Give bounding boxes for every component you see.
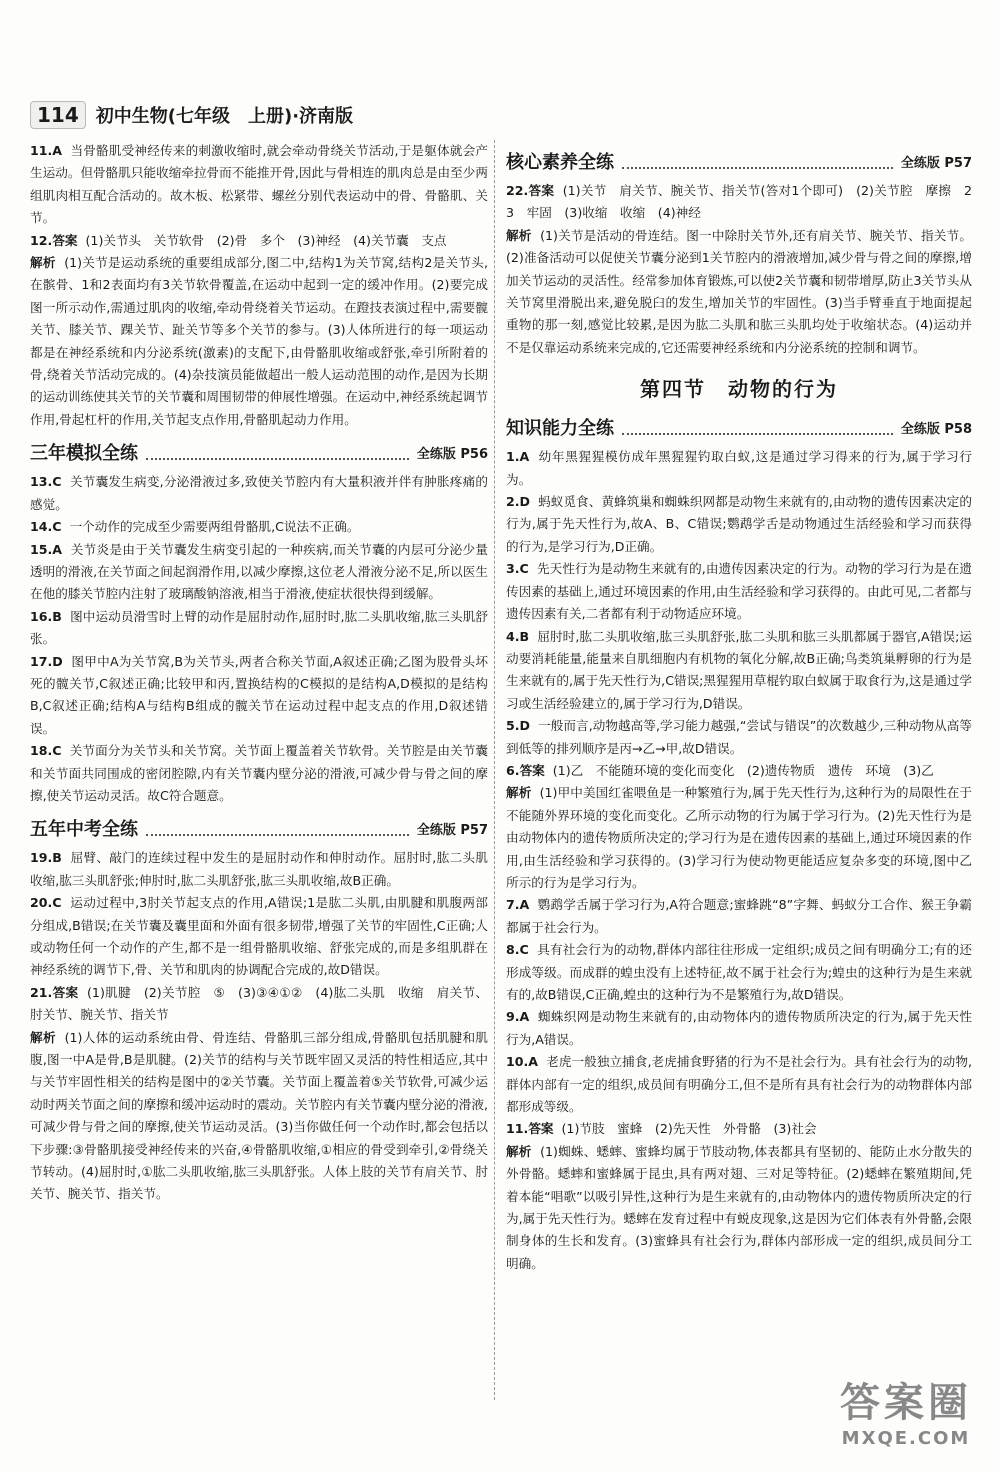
- question-item: [506, 446, 972, 491]
- book-title: 初中生物(七年级 上册)·济南版: [95, 106, 354, 127]
- item-text: 先天性行为是动物生来就有的,由遗传因素决定的行为。动物的学习行为是在遗传因素的基础上,通过环境因素的作用,由生活经验和学习获得的。由此可见,二者都与遗传因素有关,二者都有利于动物适应环境。: [506, 561, 972, 622]
- answer-block: [506, 1118, 972, 1140]
- item-number: 7.A: [506, 897, 530, 913]
- item-text: 图甲中A为关节窝,B为关节头,两者合称关节面,A叙述正确;乙图为股骨头坏死的髋关节,C叙述正确;比较甲和丙,置换结构的C模拟的是结构A,D模拟的是结构B,C叙述正确;结构A与结构B组成的髋关节在运动过程中起支点的作用,D叙述错误。: [30, 653, 488, 736]
- item-number: 15.A: [30, 541, 63, 557]
- item-number: 6.: [506, 762, 520, 778]
- question-item: [30, 847, 488, 892]
- page-number: 114: [30, 101, 86, 129]
- section-title: 知识能力全练: [506, 418, 614, 440]
- section-title: 三年模拟全练: [30, 443, 138, 465]
- question-item: [506, 491, 972, 558]
- item-tag: 答案: [519, 762, 545, 778]
- item-number: 16.B: [30, 608, 62, 624]
- item-text: 屈肘时,肱二头肌收缩,肱三头肌舒张,肱二头肌和肱三头肌都属于器官,A错误;运动要消耗能量,能量来自肌细胞内有机物的氧化分解,故B正确;鸟类筑巢孵卵的行为是生来就有的,属于先天性行为,C错误;黑猩猩用草棍钓取白蚁属于取食行为,这是通过学习或生活经验建立的,属于学习行为,D错误。: [506, 628, 972, 711]
- question-item: [30, 651, 488, 741]
- item-number: 12.: [30, 232, 53, 248]
- question-item: [506, 894, 972, 939]
- item-number: 19.B: [30, 850, 62, 866]
- question-item: [30, 892, 488, 982]
- question-item: [506, 626, 972, 716]
- answer-block: [30, 982, 488, 1027]
- item-text: (1)甲中美国红雀喂鱼是一种繁殖行为,属于先天性行为,这种行为的局限性在于不能随外界环境的变化而变化。乙所示动物的行为属于学习行为。(2)先天性行为是由动物体内的遗传物质所决定的;学习行为是在遗传因素的基础上,通过环境因素的作用,由生活经验和学习获得的。(3)学习行为使动物更能适应复杂多变的环境,图中乙所示的行为是学习行为。: [506, 785, 972, 890]
- column-divider: [494, 140, 495, 1400]
- section-ref: 全练版 P58: [900, 421, 972, 437]
- section-header: [506, 146, 972, 176]
- item-text: (1)节肢 蜜蜂 (2)先天性 外骨骼 (3)社会: [561, 1121, 817, 1137]
- question-item: [506, 715, 972, 760]
- item-number: 2.D: [506, 494, 531, 510]
- item-tag: 答案: [528, 183, 555, 198]
- logo-text: 答案圈: [840, 1380, 972, 1426]
- section-dots: [622, 419, 893, 435]
- item-number: 11.A: [30, 143, 63, 158]
- question-item: [30, 539, 488, 606]
- item-number: 4.B: [506, 628, 530, 644]
- item-number: 17.D: [30, 653, 63, 669]
- question-item: [506, 1006, 972, 1051]
- section-header: [30, 813, 488, 843]
- item-number: 9.A: [506, 1009, 530, 1025]
- item-text: (1)肌腱 (2)关节腔 ⑤ (3)③④①② (4)肱二头肌 收缩 肩关节、肘关节、腕关节、指关节: [30, 984, 488, 1023]
- item-tag: 解析: [506, 227, 532, 243]
- item-text: 老虎一般独立捕食,老虎捕食野猪的行为不是社会行为。具有社会行为的动物,群体内部有一定的组织,成员间有明确分工,但不是所有具有社会行为的动物群体内部都形成等级。: [506, 1054, 972, 1115]
- watermark-logo: [840, 1371, 972, 1449]
- section-ref: 全练版 P57: [416, 822, 488, 838]
- analysis-block: [506, 1141, 972, 1275]
- section-dots: [146, 820, 409, 836]
- item-number: 22.: [506, 183, 529, 198]
- item-text: (1)关节是运动系统的重要组成部分,图二中,结构1为关节窝,结构2是关节头,在髌骨、1和2表面均有3关节软骨覆盖,在运动中起到一定的缓冲作用。(2)要完成图一所示动作,需通过肌肉的收缩,牵动骨绕着关节运动。在蹬技表演过程中,需要髋关节、膝关节、踝关节、趾关节等多个关节的参与。(3)人体所进行的每一项运动都是在神经系统和内分泌系统(激素)的支配下,由骨骼肌收缩或舒张,牵引所附着的骨,绕着关节活动完成的。(4)杂技演员能做超出一般人运动范围的动作,是因为长期的运动训练使其关节的关节囊和周围韧带的伸展性增强。在运动中,神经系统起调节作用,骨起杠杆的作用,关节起支点作用,骨骼肌起动力作用。: [30, 255, 488, 427]
- item-text: 图中运动员滑雪时上臂的动作是屈肘动作,屈肘时,肱二头肌收缩,肱三头肌舒张。: [30, 608, 488, 647]
- item-tag: 答案: [52, 984, 79, 1000]
- item-text: (1)蜘蛛、蟋蟀、蜜蜂均属于节肢动物,体表都具有坚韧的、能防止水分散失的外骨骼。蟋蟀和蜜蜂属于昆虫,具有两对翅、三对足等特征。(2)蟋蟀在繁殖期间,凭着本能“唱歌”以吸引异性,这种行为是生来就有的,由动物体内的遗传物质所决定的行为,属于先天性行为。蟋蟀在发育过程中有蜕皮现象,这是因为它们体表有外骨骼,会限制身体的生长和发育。(3)蜜蜂具有社会行为,群体内部形成一定的组织,成员间分工明确。: [506, 1143, 972, 1271]
- question-item: [30, 516, 488, 538]
- item-number: 11.: [506, 1121, 529, 1137]
- section-title: 五年中考全练: [30, 819, 138, 841]
- item-number: 20.C: [30, 895, 62, 911]
- item-text: 关节炎是由于关节囊发生病变引起的一种疾病,而关节囊的内层可分泌少量透明的滑液,在关节面之间起润滑作用,以减少摩擦,这位老人滑液分泌不足,所以医生在他的膝关节腔内注射了玻璃酸钠溶液,相当于滑液,使症状很快得到缓解。: [30, 541, 488, 602]
- item-number: 18.C: [30, 743, 62, 759]
- logo-url: MXQE.COM: [841, 1428, 971, 1449]
- question-item: [506, 939, 972, 1006]
- question-item: [30, 140, 488, 230]
- section-ref: 全练版 P57: [900, 155, 972, 171]
- item-tag: 答案: [52, 232, 78, 248]
- item-text: 蚂蚁觅食、黄蜂筑巢和蜘蛛织网都是动物生来就有的,由动物的遗传因素决定的行为,属于先天性行为,故A、B、C错误;鹦鹉学舌是动物通过生活经验和学习而获得的行为,是学习行为,D正确。: [506, 494, 972, 554]
- analysis-block: [506, 225, 972, 359]
- item-number: 21.: [30, 984, 53, 1000]
- answer-block: [506, 180, 985, 225]
- answer-block: [30, 230, 488, 252]
- question-item: [30, 471, 488, 516]
- left-column: [30, 140, 488, 1206]
- page-header: [30, 100, 353, 130]
- chapter-title: 第四节 动物的行为: [640, 377, 838, 402]
- answer-block: [506, 760, 972, 782]
- section-dots: [146, 444, 409, 460]
- item-tag: 解析: [30, 1029, 56, 1045]
- section-header: [30, 437, 488, 467]
- item-text: 幼年黑猩猩模仿成年黑猩猩钓取白蚁,这是通过学习得来的行为,属于学习行为。: [506, 449, 972, 487]
- item-text: 关节面分为关节头和关节窝。关节面上覆盖着关节软骨。关节腔是由关节囊和关节面共同围成的密闭腔隙,内有关节囊内壁分泌的滑液,可减少骨与骨之间的摩擦,使关节运动灵活。故C符合题意。: [30, 743, 489, 803]
- item-text: (1)关节头 关节软骨 (2)骨 多个 (3)神经 (4)关节囊 支点: [85, 232, 447, 248]
- section-dots: [622, 153, 893, 169]
- item-text: 当骨骼肌受神经传来的刺激收缩时,就会牵动骨绕关节活动,于是躯体就会产生运动。但骨骼肌只能收缩牵拉骨而不能推开骨,因此与骨相连的肌肉总是由至少两组肌肉相互配合活动的。故木板、松紧带、螺丝分别代表运动中的骨、骨骼肌、关节。: [30, 143, 488, 226]
- item-text: 一般而言,动物越高等,学习能力越强,“尝试与错误”的次数越少,三种动物从高等到低等的排列顺序是丙→乙→甲,故D错误。: [506, 718, 972, 756]
- item-text: (1)人体的运动系统由骨、骨连结、骨骼肌三部分组成,骨骼肌包括肌腱和肌腹,图一中A是骨,B是肌腱。(2)关节的结构与关节既牢固又灵活的特性相适应,其中与关节牢固性相关的结构是图中的②关节囊。关节面上覆盖着⑤关节软骨,可减少运动时两关节面之间的摩擦和缓冲运动时的震动。关节腔内有关节囊内壁分泌的滑液,可减少骨与骨之间的摩擦,使关节运动灵活。(3)当你做任何一个动作时,都会包括以下步骤:③骨骼肌接受神经传来的兴奋,④骨骼肌收缩,①相应的骨受到牵引,②骨绕关节转动。(4)屈肘时,①肱二头肌收缩,肱三头肌舒张。人体上肢的关节有肩关节、肘关节、腕关节、指关节。: [30, 1029, 489, 1202]
- item-number: 8.C: [506, 942, 529, 958]
- item-text: (1)乙 不能随环境的变化而变化 (2)遗传物质 遗传 环境 (3)乙: [552, 762, 934, 778]
- item-text: 一个动作的完成至少需要两组骨骼肌,C说法不正确。: [69, 519, 360, 535]
- item-number: 1.A: [506, 449, 530, 465]
- item-number: 13.C: [30, 474, 62, 490]
- item-text: 具有社会行为的动物,群体内部往往形成一定组织;成员之间有明确分工;有的还形成等级。而成群的蝗虫没有上述特征,故不属于社会行为;蝗虫的这种行为是生来就有的,故B错误,C正确,蝗虫的这种行为不是繁殖行为,故D错误。: [506, 942, 972, 1002]
- item-text: 屈臂、敲门的连续过程中发生的是屈肘动作和伸肘动作。屈肘时,肱二头肌收缩,肱三头肌舒张;伸肘时,肱二头肌舒张,肱三头肌收缩,故B正确。: [30, 850, 488, 888]
- analysis-block: [506, 782, 972, 894]
- item-tag: 解析: [506, 785, 532, 801]
- item-tag: 解析: [30, 255, 56, 271]
- item-text: (1)关节 肩关节、腕关节、指关节(答对1个即可) (2)关节腔 摩擦 2 3 牢固 (3)收缩 收缩 (4)神经: [506, 183, 985, 221]
- question-item: [506, 1051, 972, 1118]
- item-text: 蜘蛛织网是动物生来就有的,由动物体内的遗传物质所决定的行为,属于先天性行为,A错误。: [506, 1009, 972, 1047]
- item-text: 鹦鹉学舌属于学习行为,A符合题意;蜜蜂跳“8”字舞、蚂蚁分工合作、猴王争霸都属于社会行为。: [506, 897, 972, 935]
- item-tag: 答案: [528, 1121, 554, 1137]
- analysis-block: [30, 1027, 488, 1206]
- item-number: 14.C: [30, 519, 62, 535]
- item-number: 3.C: [506, 561, 529, 577]
- section-header: [506, 412, 972, 442]
- section-title: 核心素养全练: [506, 152, 614, 173]
- item-text: 关节囊发生病变,分泌滑液过多,致使关节腔内有大量积液并伴有肿胀疼痛的感觉。: [30, 474, 488, 512]
- item-text: (1)关节是活动的骨连结。图一中除肘关节外,还有肩关节、腕关节、指关节。(2)准备活动可以促使关节囊分泌到1关节腔内的滑液增加,减少骨与骨之间的摩擦,增加关节运动的灵活性。经常参加体育锻炼,可以使2关节囊和韧带增厚,防止3关节头从关节窝里滑脱出来,避免脱臼的发生,增加关节的牢固性。(3)当手臂垂直于地面提起重物的那一刻,感觉比较累,是因为肱二头肌和肱三头肌均处于收缩状态。(4)运动并不是仅靠运动系统来完成的,它还需要神经系统和内分泌系统的控制和调节。: [506, 227, 972, 355]
- item-text: 运动过程中,3肘关节起支点的作用,A错误;1是肱二头肌,由肌腱和肌腹两部分组成,B错误;在关节囊及囊里面和外面有很多韧带,增强了关节的牢固性,C正确;人或动物任何一个动作的产生,都不是一组骨骼肌收缩、舒张完成的,而是多组肌群在神经系统的调节下,骨、关节和肌肉的协调配合完成的,故D错误。: [30, 895, 488, 978]
- right-column: [506, 140, 985, 1275]
- item-number: 10.A: [506, 1054, 539, 1070]
- item-number: 5.D: [506, 718, 531, 734]
- section-ref: 全练版 P56: [416, 446, 488, 462]
- item-tag: 解析: [506, 1143, 532, 1159]
- analysis-block: [30, 252, 488, 431]
- question-item: [30, 740, 488, 807]
- question-item: [30, 606, 488, 651]
- question-item: [506, 558, 972, 625]
